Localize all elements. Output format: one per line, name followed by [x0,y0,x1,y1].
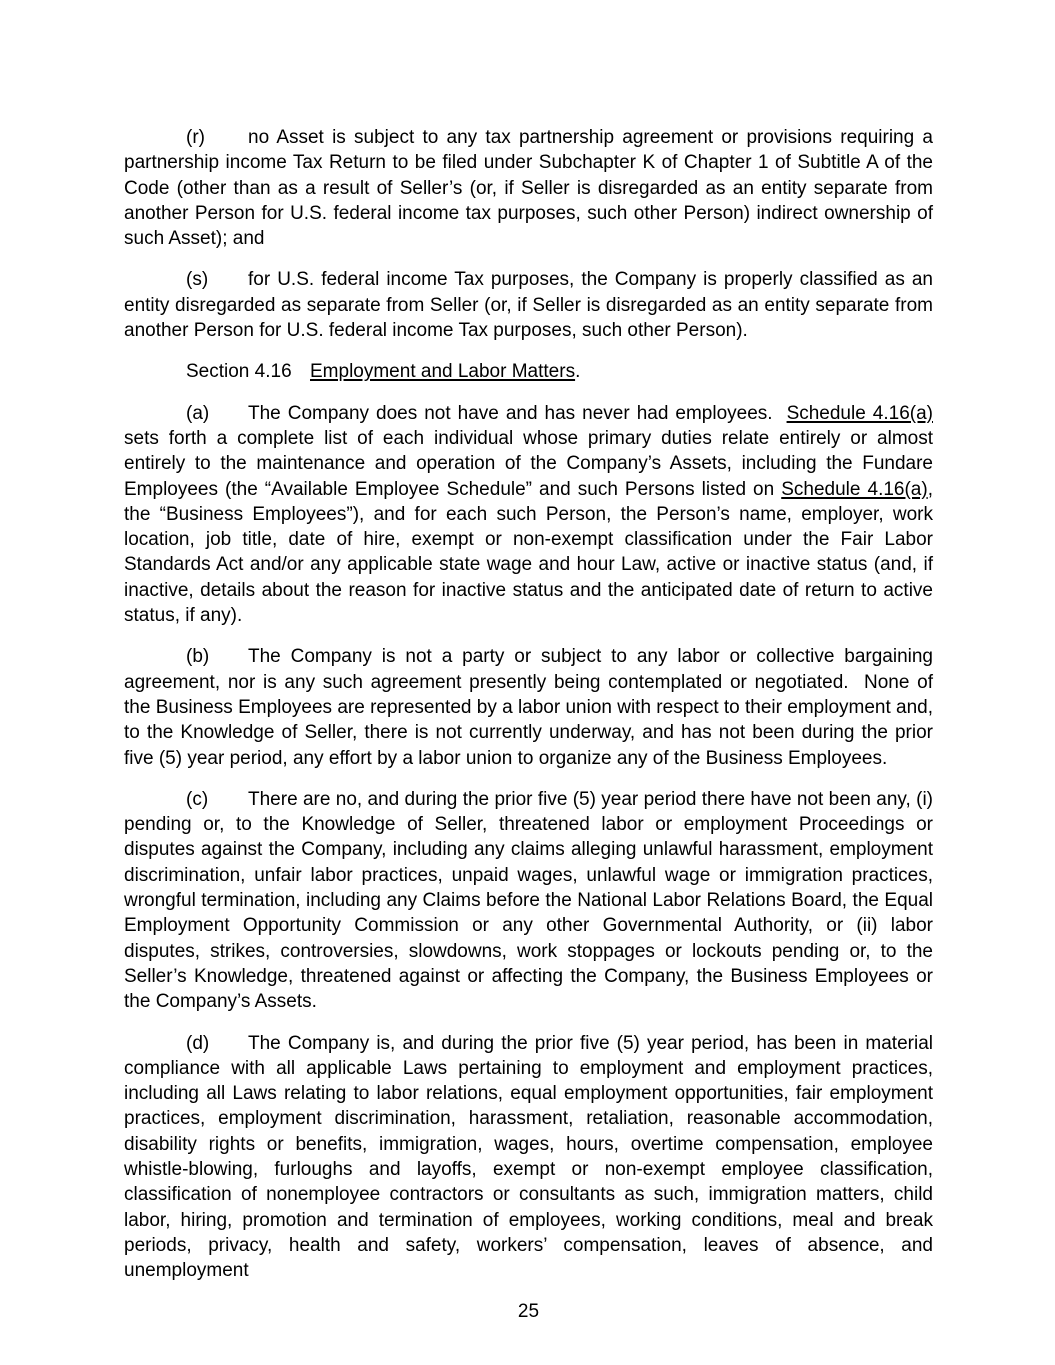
paragraph-s-label: (s) [186,269,209,291]
page-footer [124,1299,933,1324]
text-run: sets forth a complete list of each individual whose primary duties relate entirely or almost entirely to the maintenance and operation of the Company’s Assets, including the Fundare Employees (the “Available Employee Schedule” and such Persons listed on [124,402,939,500]
schedule-reference: Schedule 4.16(a) [781,478,928,500]
paragraph-b-label: (b) [186,646,210,668]
page-body [124,125,939,1325]
section-heading [124,359,933,384]
paragraph-r [124,125,939,251]
page-number: 25 [517,1301,540,1323]
paragraph-d [124,1031,939,1284]
section-title-period: . [575,361,581,383]
paragraph-d-text: The Company is, and during the prior five (5) year period, has been in material compliance with all applicable Laws pertaining to employment and employment practices, including all Laws relating to labor relations, equal employment opportunities, fair employment practices, employment discrimination, harassment, retaliation, reasonable accommodation, disability rights or benefits, immigration, wages, hours, overtime compensation, employee whistle-blowing, furloughs and layoffs, exempt or non-exempt employee classification, classification of nonemployee contractors or consultants as such, immigration matters, child labor, hiring, promotion and termination of employees, working conditions, meal and break periods, privacy, health and safety, workers’ compensation, leaves of absence, and unemployment [124,1032,939,1282]
paragraph-b-text: The Company is not a party or subject to any labor or collective bargaining agreement, nor is any such agreement presently being contemplated or negotiated. None of the Business Employees are represented by a labor union with respect to their employment and, to the Knowledge of Seller, there is not currently underway, and has not been during the prior five (5) year period, any effort by a labor union to organize any of the Business Employees. [124,646,939,769]
paragraph-c-text: There are no, and during the prior five (5) year period there have not been any, (i) pending or, to the Knowledge of Seller, threatened labor or employment Proceedings or disputes against the Company, including any claims alleging unlawful harassment, employment discrimination, unfair labor practices, unpaid wages, unlawful wage or immigration practices, wrongful termination, including any Claims before the National Labor Relations Board, the Equal Employment Opportunity Commission or any other Governmental Authority, or (ii) labor disputes, strikes, controversies, slowdowns, work stoppages or lockouts pending or, to the Seller’s Knowledge, threatened against or affecting the Company, the Business Employees or the Company’s Assets. [124,788,939,1013]
paragraph-b [124,644,939,770]
schedule-reference: Schedule 4.16(a) [786,402,933,424]
paragraph-c [124,787,939,1015]
paragraph-s-text: for U.S. federal income Tax purposes, the Company is properly classified as an entity disregarded as separate from Seller (or, if Seller is disregarded as an entity separate from another Person for U.S. federal income Tax purposes, such other Person). [124,269,939,342]
paragraph-r-label: (r) [186,127,205,148]
paragraph-d-label: (d) [186,1032,210,1054]
section-title: Employment and Labor Matters [310,361,576,383]
section-number: Section 4.16 [186,361,292,383]
paragraph-c-label: (c) [186,788,209,810]
paragraph-r-text: no Asset is subject to any tax partnership agreement or provisions requiring a partnership income Tax Return to be filed under Subchapter K of Chapter 1 of Subtitle A of the Code (other than as a result of Seller’s (or, if Seller is disregarded as an entity separate from another Person for U.S. federal income tax purposes, such other Person) indirect ownership of such Asset); and [124,127,939,250]
paragraph-a-label: (a) [186,402,210,424]
paragraph-s [124,267,939,343]
text-run: , the “Business Employees”), and for each such Person, the Person’s name, employer, work location, job title, date of hire, exempt or non-exempt classification under the Fair Labor Standards Act and/or any applicable state wage and hour Law, active or inactive status (and, if inactive, details about the reason for inactive status and the anticipated date of return to active status, if any). [124,478,939,627]
text-run: The Company does not have and has never had employees. [248,402,787,424]
paragraph-a [124,401,939,629]
